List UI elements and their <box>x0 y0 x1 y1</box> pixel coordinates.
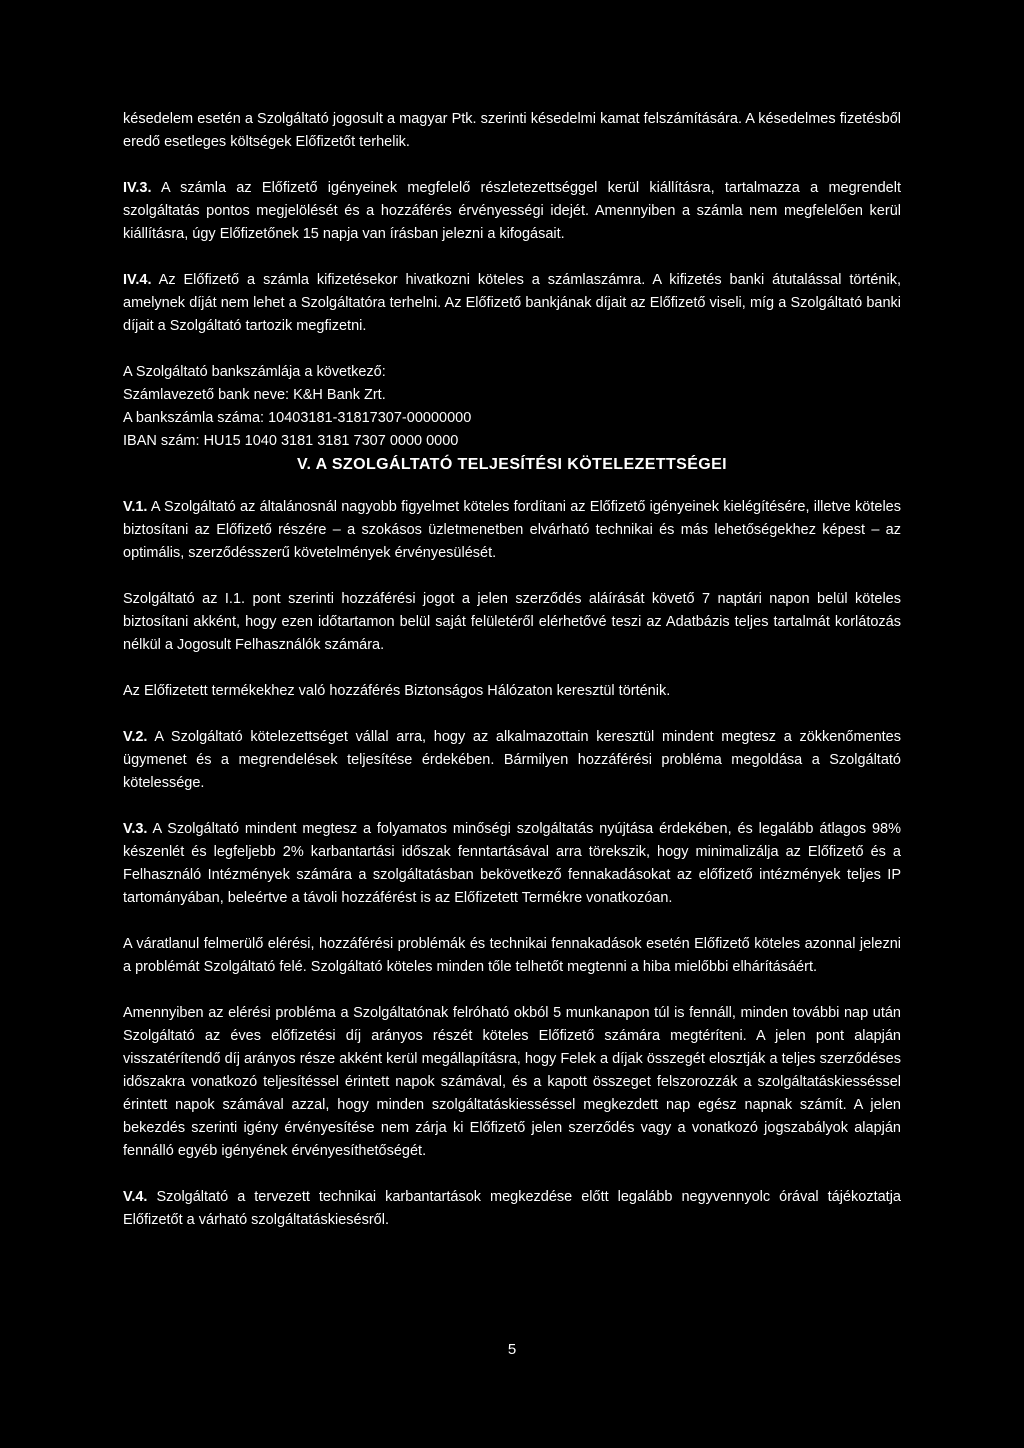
clause-text: A számla az Előfizető igényeinek megfelelő részletezettséggel kerül kiállításra, tartalmazza a megrendelt szolgáltatás pontos megjelölését és a hozzáférés érvényességi idejét. Amennyiben a számla nem megfelelően kerül kiállításra, úgy Előfizetőnek 15 napja van írásban jelezni a kifogásait. <box>123 180 901 242</box>
iban-number: IBAN szám: HU15 1040 3181 3181 7307 0000 0000 <box>123 433 459 449</box>
paragraph-v-1-access: Szolgáltató az I.1. pont szerinti hozzáférési jogot a jelen szerződés aláírását követő 7 naptári napon belül köteles biztosítani akként, hogy ezen időtartamon belül saját felületéről elérhetővé teszi az Adatbázis teljes tartalmát korlátozás nélkül a Jogosult Felhasználók számára. <box>123 591 901 653</box>
bank-details <box>123 361 901 453</box>
clause-text: A Szolgáltató az általánosnál nagyobb figyelmet köteles fordítani az Előfizető igényeinek kielégítésére, illetve köteles biztosítani az Előfizető részére – a szokásos üzletmenetben elvárható technikai és más lehetőségekhez képest – az optimális, szerződésszerű követelmények érvényesülését. <box>123 499 901 561</box>
paragraph-v-3 <box>123 818 901 910</box>
paragraph-v-1 <box>123 496 901 565</box>
paragraph-iv-3 <box>123 177 901 246</box>
bank-intro: A Szolgáltató bankszámlája a következő: <box>123 364 386 380</box>
clause-text: Szolgáltató a tervezett technikai karbantartások megkezdése előtt legalább negyvennyolc órával tájékoztatja Előfizetőt a várható szolgáltatáskiesésről. <box>123 1189 901 1228</box>
clause-text: A Szolgáltató mindent megtesz a folyamatos minőségi szolgáltatás nyújtása érdekében, és legalább átlagos 98% készenlét és legfeljebb 2% karbantartási időszak fenntartásával arra törekszik, hogy minimalizálja az Előfizető és a Felhasználó Intézmények számára a szolgáltatásban bekövetkező fennakadásokat az előfizető intézmények teljes IP tartományában, beleértve a távoli hozzáférést is az Előfizetett Termékre vonatkozóan. <box>123 821 901 906</box>
paragraph-v-4 <box>123 1186 901 1232</box>
paragraph-iv-4 <box>123 269 901 338</box>
clause-text: Az Előfizető a számla kifizetésekor hivatkozni köteles a számlaszámra. A kifizetés banki átutalással történik, amelynek díját nem lehet a Szolgáltatóra terhelni. Az Előfizető bankjának díjait az Előfizető viseli, míg a Szolgáltató banki díjait a Szolgáltató tartozik megfizetni. <box>123 272 901 334</box>
clause-text: A Szolgáltató kötelezettséget vállal arra, hogy az alkalmazottain keresztül mindent megtesz a zökkenőmentes ügymenet és a megrendelések teljesítése érdekében. Bármilyen hozzáférési probléma megoldása a Szolgáltató kötelessége. <box>123 729 901 791</box>
paragraph-v-3-outage: A váratlanul felmerülő elérési, hozzáférési problémák és technikai fennakadások esetén Előfizető köteles azonnal jelezni a problémát Szolgáltató felé. Szolgáltató köteles minden tőle telhetőt megtenni a hiba mielőbbi elhárításáért. <box>123 936 901 975</box>
paragraph-late-payment: késedelem esetén a Szolgáltató jogosult a magyar Ptk. szerinti késedelmi kamat felszámítására. A késedelmes fizetésből eredő esetleges költségek Előfizetőt terhelik. <box>123 111 901 150</box>
clause-number: V.2. <box>123 729 148 745</box>
paragraph-v-1-network: Az Előfizetett termékekhez való hozzáférés Biztonságos Hálózaton keresztül történik. <box>123 683 671 699</box>
document-body <box>123 108 901 1232</box>
paragraph-v-2 <box>123 726 901 795</box>
bank-account-number: A bankszámla száma: 10403181-31817307-00000000 <box>123 410 472 426</box>
paragraph-v-3-refund: Amennyiben az elérési probléma a Szolgáltatónak felróható okból 5 munkanapon túl is fennáll, minden további nap után Szolgáltató az éves előfizetési díj arányos részét köteles Előfizető számára megtéríteni. A jelen pont alapján visszatérítendő díj arányos része akként kerül megállapításra, hogy Felek a díjak összegét elosztják a teljes szerződéses időszakra vonatkozó teljesítéssel érintett napok számával, és a kapott összeget felszorozzák a szolgáltatáskiesséssel érintett napok számával azzal, hogy minden szolgáltatáskiesséssel megkezdett nap egész napnak számít. A jelen bekezdés szerinti igény érvényesítése nem zárja ki Előfizető jelen szerződés vagy a vonatkozó jogszabályok alapján fennálló egyéb igényének érvényesíthetőségét. <box>123 1005 901 1159</box>
clause-number: IV.4. <box>123 272 152 288</box>
clause-number: V.4. <box>123 1189 148 1205</box>
page-number: 5 <box>507 1341 517 1358</box>
clause-number: V.1. <box>123 499 148 515</box>
section-heading: V. A SZOLGÁLTATÓ TELJESÍTÉSI KÖTELEZETTSÉGEI <box>296 456 728 473</box>
clause-number: V.3. <box>123 821 148 837</box>
clause-number: IV.3. <box>123 180 152 196</box>
bank-name: Számlavezető bank neve: K&H Bank Zrt. <box>123 387 386 403</box>
